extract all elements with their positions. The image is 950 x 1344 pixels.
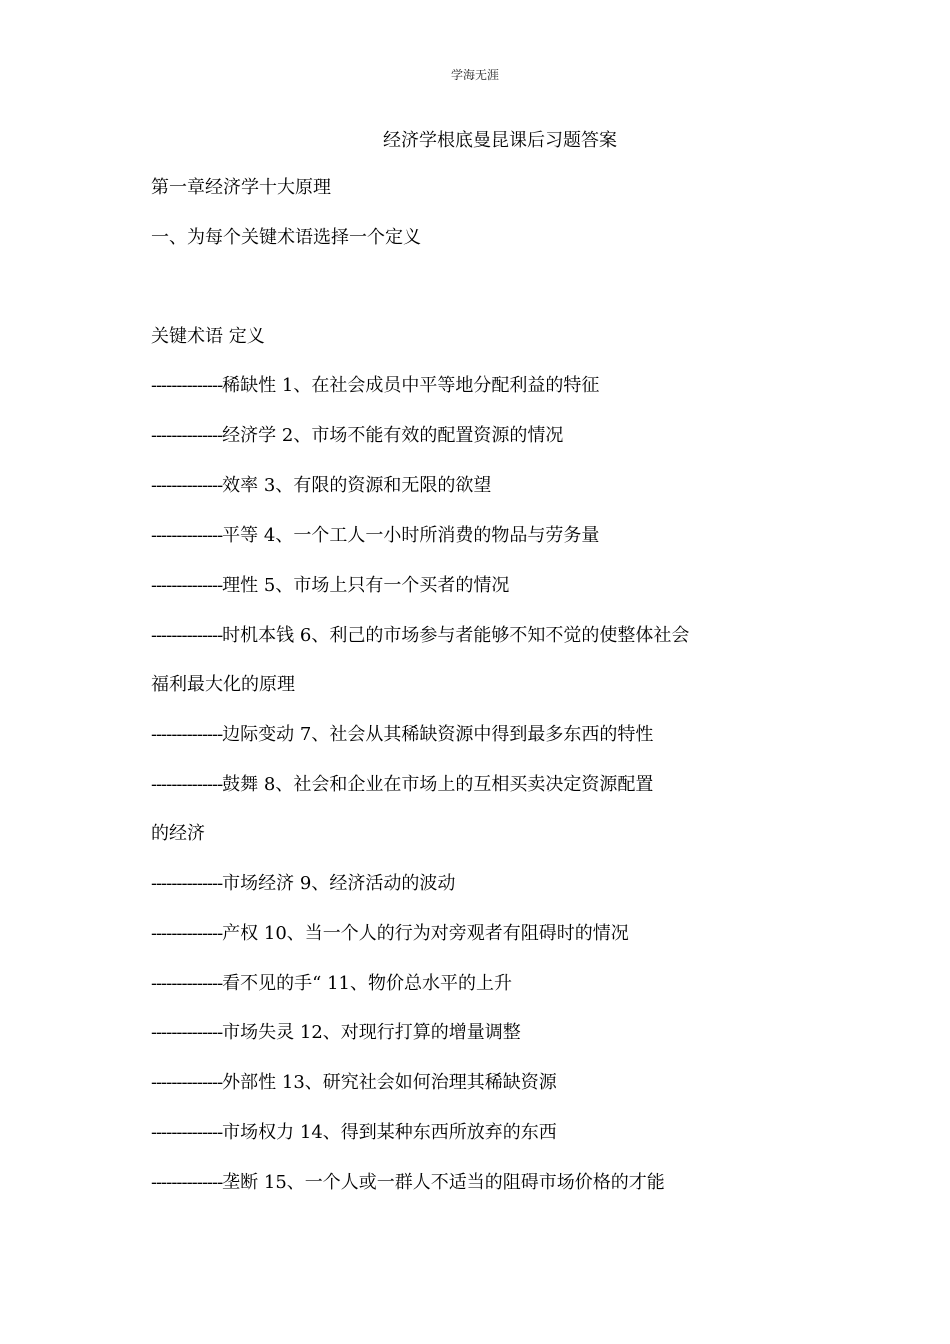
term-text: 鼓舞 8、社会和企业在市场上的互相买卖决定资源配置	[222, 774, 654, 795]
term-text: 理性 5、市场上只有一个买者的情况	[222, 575, 510, 596]
answer-blank: --------------	[151, 973, 223, 994]
answer-blank: --------------	[151, 1172, 223, 1193]
answer-blank: --------------	[151, 1022, 223, 1043]
term-line	[151, 624, 689, 648]
term-continuation: 的经济	[151, 823, 205, 844]
term-line	[151, 1071, 557, 1095]
term-line	[151, 1021, 521, 1045]
term-text: 市场失灵 12、对现行打算的增量调整	[222, 1022, 521, 1043]
answer-blank: --------------	[151, 625, 223, 646]
term-text: 看不见的手“ 11、物价总水平的上升	[222, 973, 512, 994]
answer-blank: --------------	[151, 1072, 223, 1093]
answer-blank: --------------	[151, 475, 223, 496]
term-text: 时机本钱 6、利己的市场参与者能够不知不觉的使整体社会	[222, 625, 690, 646]
term-text: 外部性 13、研究社会如何治理其稀缺资源	[222, 1072, 557, 1093]
term-text: 市场经济 9、经济活动的波动	[222, 873, 456, 894]
section-heading: 一、为每个关键术语选择一个定义	[151, 227, 421, 248]
term-line	[151, 424, 563, 448]
term-line	[151, 574, 509, 598]
answer-blank: --------------	[151, 1122, 223, 1143]
term-line	[151, 374, 599, 398]
term-text: 经济学 2、市场不能有效的配置资源的情况	[222, 425, 564, 446]
answer-blank: --------------	[151, 923, 223, 944]
term-text: 产权 10、当一个人的行为对旁观者有阻碍时的情况	[222, 923, 629, 944]
document-title: 经济学根底曼昆课后习题答案	[383, 130, 617, 151]
answer-blank: --------------	[151, 575, 223, 596]
answer-blank: --------------	[151, 724, 223, 745]
term-text: 边际变动 7、社会从其稀缺资源中得到最多东西的特性	[222, 724, 654, 745]
term-text: 市场权力 14、得到某种东西所放弃的东西	[222, 1122, 557, 1143]
term-line	[151, 474, 491, 498]
term-line	[151, 872, 455, 896]
term-text: 效率 3、有限的资源和无限的欲望	[222, 475, 492, 496]
term-line	[151, 773, 653, 797]
term-line	[151, 1171, 665, 1195]
answer-blank: --------------	[151, 873, 223, 894]
chapter-heading: 第一章经济学十大原理	[151, 177, 331, 198]
term-line	[151, 972, 512, 996]
term-line	[151, 1121, 557, 1145]
term-text: 稀缺性 1、在社会成员中平等地分配利益的特征	[222, 375, 600, 396]
term-text: 平等 4、一个工人一小时所消费的物品与劳务量	[222, 525, 600, 546]
answer-blank: --------------	[151, 774, 223, 795]
term-text: 垄断 15、一个人或一群人不适当的阻碍市场价格的才能	[222, 1172, 665, 1193]
term-continuation: 福利最大化的原理	[151, 674, 295, 695]
table-header: 关键术语 定义	[151, 326, 265, 347]
term-line	[151, 524, 599, 548]
answer-blank: --------------	[151, 525, 223, 546]
answer-blank: --------------	[151, 425, 223, 446]
term-line	[151, 723, 653, 747]
answer-blank: --------------	[151, 375, 223, 396]
page-header: 学海无涯	[450, 68, 499, 82]
term-line	[151, 922, 629, 946]
